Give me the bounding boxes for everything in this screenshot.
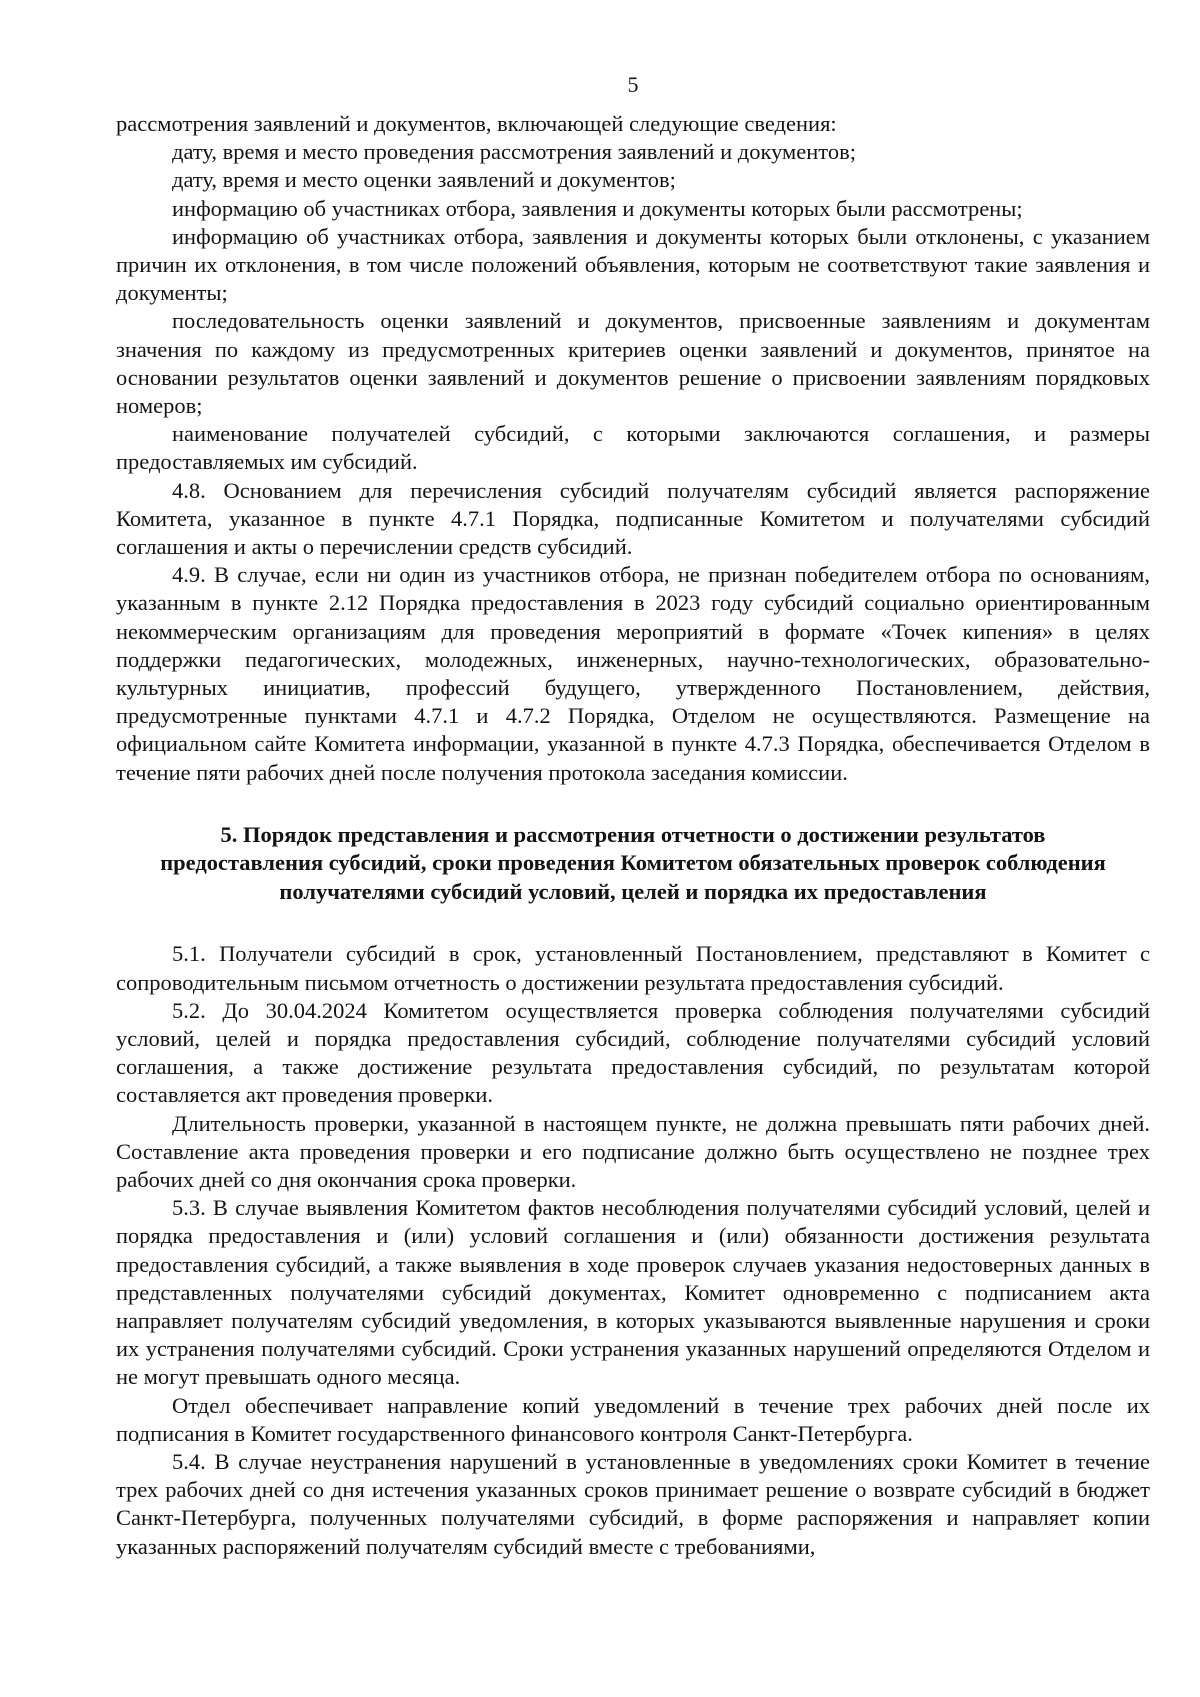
clause-4-8: 4.8. Основанием для перечисления субсидий получателям субсидий является распоряжение Комитета, указанное в пункте 4.7.1 Порядка, подписанные Комитетом и получателями субсидий соглашения и акты о перечислении средств субсидий. xyxy=(116,477,1150,560)
page-number: 5 xyxy=(627,72,639,97)
document-page xyxy=(116,72,1150,1561)
list-item-assessment-date: дату, время и место оценки заявлений и документов; xyxy=(172,167,676,193)
list-item-recipients: наименование получателей субсидий, с которыми заключаются соглашения, и размеры предоставляемых им субсидий. xyxy=(116,421,1150,475)
section-5-heading-line: предоставления субсидий, сроки проведения Комитетом обязательных проверок соблюдения xyxy=(160,850,1106,876)
list-item-assessment-sequence: последовательность оценки заявлений и документов, присвоенные заявлениям и документам значения по каждому из предусмотренных критериев оценки заявлений и документов, принятое на основании результатов оценки заявлений и документов решение о присвоении заявлениям порядковых номеров; xyxy=(116,308,1150,419)
clause-5-4: 5.4. В случае неустранения нарушений в установленные в уведомлениях сроки Комитет в течение трех рабочих дней со дня истечения указанных сроков принимает решение о возврате субсидий в бюджет Санкт-Петербурга, полученных получателями субсидий, в форме распоряжения и направляет копии указанных распоряжений получателям субсидий вместе с требованиями, xyxy=(116,1449,1150,1559)
list-item-reviewed-participants: информацию об участниках отбора, заявления и документы которых были рассмотрены; xyxy=(172,195,1023,221)
section-5-heading xyxy=(116,821,1150,907)
clause-5-3-copies: Отдел обеспечивает направление копий уведомлений в течение трех рабочих дней после их подписания в Комитет государственного финансового контроля Санкт-Петербурга. xyxy=(116,1392,1150,1446)
clause-5-2: 5.2. До 30.04.2024 Комитетом осуществляется проверка соблюдения получателями субсидий условий, целей и порядка предоставления субсидий, соблюдение получателями субсидий условий соглашения, а также достижение результата предоставления субсидий, по результатам которой составляется акт проведения проверки. xyxy=(116,997,1150,1108)
clause-4-9: 4.9. В случае, если ни один из участников отбора, не признан победителем отбора по основаниям, указанным в пункте 2.12 Порядка предоставления в 2023 году субсидий социально ориентированным некоммерческим организациям для проведения мероприятий в формате «Точек кипения» в целях поддержки педагогических, молодежных, инженерных, научно-технологических, образовательно-культурных инициатив, профессий будущего, утвержденного Постановлением, действия, предусмотренные пунктами 4.7.1 и 4.7.2 Порядка, Отделом не осуществляются. Размещение на официальном сайте Комитета информации, указанной в пункте 4.7.3 Порядка, обеспечивается Отделом в течение пяти рабочих дней после получения протокола заседания комиссии. xyxy=(116,562,1150,785)
clause-5-3: 5.3. В случае выявления Комитетом фактов несоблюдения получателями субсидий условий, целей и порядка предоставления и (или) условий соглашения и (или) обязанности достижения результата предоставления субсидий, а также выявления в ходе проверок случаев указания недостоверных данных в представленных получателями субсидий документах, Комитет одновременно с подписанием акта направляет получателям субсидий уведомления, в которых указываются выявленные нарушения и сроки их устранения получателями субсидий. Сроки устранения указанных нарушений определяются Отделом и не могут превышать одного месяца. xyxy=(116,1195,1150,1390)
section-5-heading-line: получателями субсидий условий, целей и порядка их предоставления xyxy=(279,878,987,904)
clause-5-2-duration: Длительность проверки, указанной в настоящем пункте, не должна превышать пяти рабочих дней. Составление акта проведения проверки и его подписание должно быть осуществлено не позднее трех рабочих дней со дня окончания срока проверки. xyxy=(116,1110,1150,1192)
list-item-rejected-participants: информацию об участниках отбора, заявления и документы которых были отклонены, с указанием причин их отклонения, в том числе положений объявления, которым не соответствуют такие заявления и документы; xyxy=(116,223,1150,306)
section-5-heading-line: 5. Порядок представления и рассмотрения отчетности о достижении результатов xyxy=(220,821,1046,847)
paragraph-continued: рассмотрения заявлений и документов, включающей следующие сведения: xyxy=(116,111,837,136)
list-item-review-date: дату, время и место проведения рассмотрения заявлений и документов; xyxy=(172,139,856,165)
clause-5-1: 5.1. Получатели субсидий в срок, установленный Постановлением, представляют в Комитет с сопроводительным письмом отчетность о достижении результата предоставления субсидий. xyxy=(116,941,1150,995)
